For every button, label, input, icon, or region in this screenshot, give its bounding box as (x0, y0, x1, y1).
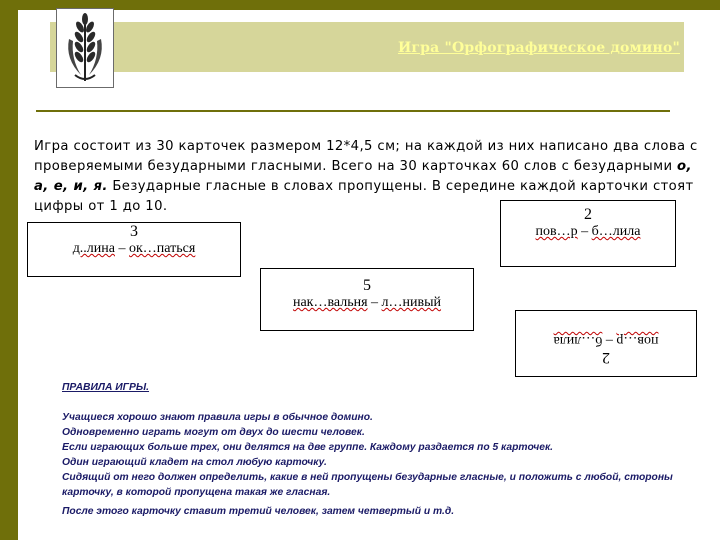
rules-line: Учащиеся хорошо знают правила игры в обычное домино. (62, 412, 373, 423)
intro-text-part1: Игра состоит из 30 карточек размером 12*4,5 см; на каждой из них написано два слова с проверяемыми безударными гласными. Всего на 30 карточках 60 слов с безударными (34, 139, 698, 174)
card-word-1: пов…р (616, 333, 659, 348)
domino-card-2-rotated[interactable] (515, 310, 697, 377)
card-word-2: б…лила (591, 224, 641, 239)
title-band (50, 22, 684, 72)
rules-line: Один играющий кладет на стол любую карточку. (62, 457, 327, 468)
domino-card-2[interactable] (500, 200, 676, 267)
card-separator: – (115, 241, 129, 256)
intro-vowels: о, а, е, и, я. (34, 159, 692, 194)
page-title: Игра "Орфографическое домино" (397, 40, 680, 56)
card-separator: – (367, 295, 382, 310)
intro-text-part2: Безударные гласные в словах пропущены. В середине каждой карточки стоят цифры от 1 до 10. (34, 179, 694, 214)
rules-line: После этого карточку ставит третий человек, затем четвертый и т.д. (62, 506, 455, 517)
card-separator: – (602, 333, 617, 348)
card-word-1: д..лина (72, 241, 115, 256)
left-accent-bar (0, 0, 18, 540)
card-number: 5 (363, 277, 371, 294)
rules-line: Одновременно играть могут от двух до шести человек. (62, 427, 365, 438)
rules-heading: ПРАВИЛА ИГРЫ. (62, 382, 150, 393)
domino-card-5[interactable] (260, 268, 474, 331)
wheat-sheaf-icon (57, 9, 113, 87)
card-word-2: л…нивый (381, 295, 442, 310)
card-word-1: нак…вальня (292, 295, 368, 310)
divider-line (36, 110, 670, 112)
domino-card-3[interactable] (27, 222, 241, 277)
rules-line: Сидящий от него должен определить, какие в ней пропущены безударные гласные, и положить с любой, стороны карточку, в которой пропущена такая же гласная. (62, 472, 673, 498)
card-words (28, 241, 240, 257)
card-words (501, 224, 675, 240)
card-separator: – (577, 224, 592, 239)
card-word-2: б…лила (553, 333, 603, 348)
rules-line: Если играющих больше трех, они делятся на две группе. Каждому раздается по 5 карточек. (62, 442, 554, 453)
card-number: 3 (130, 223, 138, 240)
card-word-1: пов…р (535, 224, 578, 239)
top-accent-bar (18, 0, 720, 10)
rules-section (62, 380, 712, 519)
logo (56, 8, 114, 88)
rotated-card-content (516, 311, 696, 376)
card-number: 2 (602, 349, 610, 366)
card-number: 2 (584, 206, 592, 223)
card-words (261, 295, 473, 311)
card-words (516, 332, 696, 348)
card-word-2: ок…паться (129, 241, 196, 256)
